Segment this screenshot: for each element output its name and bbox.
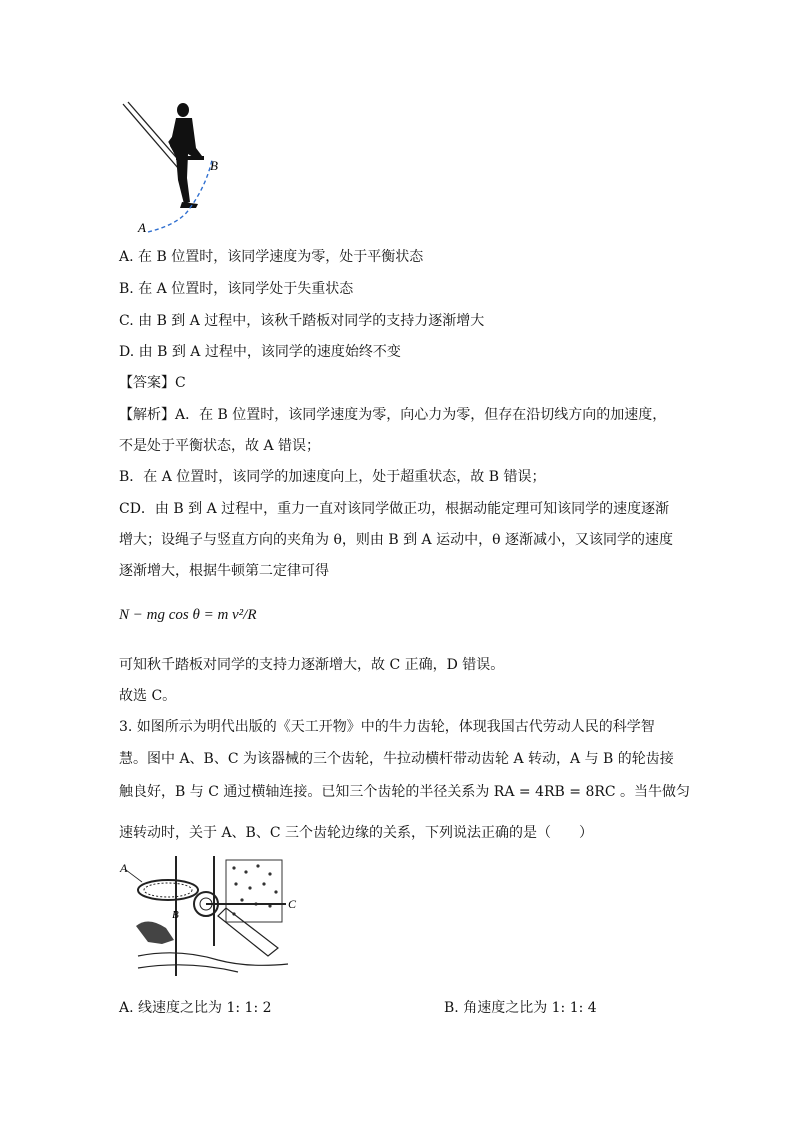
option-1b: B. 在 A 位置时，该同学处于失重状态 <box>119 281 354 297</box>
gear-label-c: C <box>288 897 297 911</box>
newton-formula: N − mg cos θ = m v²/R <box>119 607 257 623</box>
analysis-line-5: 增大；设绳子与竖直方向的夹角为 θ，则由 B 到 A 运动中，θ 逐渐减小，又该同学的速度 <box>119 532 673 548</box>
label-b: B <box>210 158 218 173</box>
option-1d: D. 由 B 到 A 过程中，该同学的速度始终不变 <box>119 344 401 360</box>
analysis-line-7: 可知秋千踏板对同学的支持力逐渐增大，故 C 正确，D 错误。 <box>119 657 505 673</box>
analysis-line-6: 逐渐增大，根据牛顿第二定律可得 <box>119 563 329 579</box>
swing-figure <box>118 98 228 238</box>
q3-line-1: 3. 如图所示为明代出版的《天工开物》中的牛力齿轮，体现我国古代劳动人民的科学智 <box>119 719 655 735</box>
option-3b: B. 角速度之比为 1: 1: 4 <box>444 1000 597 1016</box>
option-1a: A. 在 B 位置时，该同学速度为零，处于平衡状态 <box>119 249 424 265</box>
gear-illustration <box>118 856 298 984</box>
analysis-tag: 【解析】 <box>119 407 175 423</box>
analysis-line-8: 故选 C。 <box>119 688 177 704</box>
answer-value: C <box>175 375 186 391</box>
label-a: A <box>138 220 146 235</box>
answer-tag: 【答案】 <box>119 375 175 391</box>
gear-label-a: A <box>120 861 128 875</box>
analysis-line-2: 不是处于平衡状态，故 A 错误； <box>119 438 321 454</box>
q3-line-4: 速转动时，关于 A、B、C 三个齿轮边缘的关系，下列说法正确的是（ ） <box>119 825 594 841</box>
option-3a: A. 线速度之比为 1: 1: 2 <box>119 1000 272 1016</box>
analysis-line-4: CD．由 B 到 A 过程中，重力一直对该同学做正功，根据动能定理可知该同学的速度逐渐 <box>119 501 670 517</box>
gear-label-b: B <box>172 909 179 921</box>
analysis-line-3: B．在 A 位置时，该同学的加速度向上，处于超重状态，故 B 错误； <box>119 469 546 485</box>
answer <box>119 373 186 393</box>
q3-line-3: 触良好，B 与 C 通过横轴连接。已知三个齿轮的半径关系为 RA = 4RB = 8RC 。当牛做匀 <box>119 784 691 800</box>
q3-line-2: 慧。图中 A、B、C 为该器械的三个齿轮，牛拉动横杆带动齿轮 A 转动，A 与 B 的轮齿接 <box>119 751 674 767</box>
analysis-line-1: 【解析】A．在 B 位置时，该同学速度为零，向心力为零，但存在沿切线方向的加速度， <box>119 407 667 423</box>
option-1c: C. 由 B 到 A 过程中，该秋千踏板对同学的支持力逐渐增大 <box>119 313 485 329</box>
